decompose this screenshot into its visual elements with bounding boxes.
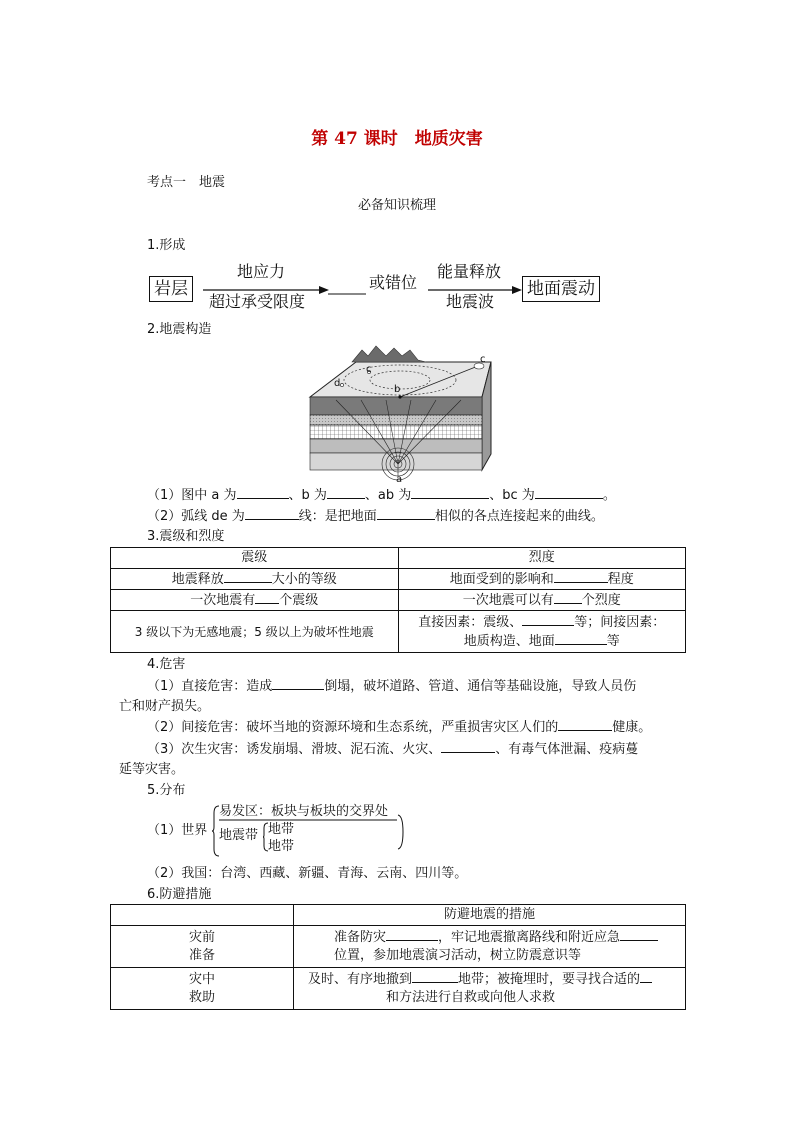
mountains-icon (352, 346, 426, 362)
earthquake-structure-diagram (306, 342, 494, 484)
blank-energy (224, 570, 272, 583)
flow-arrow1-top: 地应力 (237, 262, 286, 281)
page-title: 第 47 课时 地质灾害 (311, 129, 483, 149)
layer-2 (310, 415, 482, 425)
label-a: a (396, 474, 403, 485)
row1-l2: 位置，参加地震演习活动，树立防震意识等 (334, 948, 582, 963)
brace-right-icon (397, 814, 405, 850)
blank-de (245, 507, 299, 520)
blank-tsunami (441, 740, 495, 753)
row1-label-l2: 准备 (188, 947, 215, 963)
hazard-1-cont: 亡和财产损失。 (119, 699, 211, 714)
mag-row1 (111, 569, 399, 590)
hazard-1b: 倒塌，破坏道路、管道、通信等基础设施，导致人员伤 (324, 679, 637, 694)
mag-r2-b: 个震级 (279, 592, 319, 608)
row2-l2: 和方法进行自救或向他人求救 (386, 990, 556, 1005)
mag-row2 (111, 590, 399, 611)
blank-time (640, 970, 652, 983)
q1-text-4: 、bc 为 (489, 488, 535, 503)
blank-supplies (386, 928, 438, 941)
flow-blank-line (328, 292, 366, 296)
row1-label-l1: 灾前 (188, 929, 215, 945)
label-c-top: c (480, 354, 486, 365)
distribution-heading: 5.分布 (147, 783, 186, 798)
section-heading: 考点一 地震 (147, 175, 226, 190)
blank-many (554, 591, 582, 604)
point-b (398, 395, 401, 398)
label-c-mid: c (366, 364, 372, 375)
layer-3 (310, 425, 482, 439)
point-d (340, 383, 343, 386)
blank-buildings (555, 632, 607, 645)
prone-area: 易发区：板块与板块的交界处 (219, 804, 389, 819)
hazard-3-cont: 延等灾害。 (119, 762, 185, 777)
hazard-heading: 4.危害 (147, 657, 186, 672)
row1-l1a: 准备防灾 (334, 930, 387, 945)
int-r3-l1b: 等；间接因素： (574, 614, 666, 630)
col-magnitude: 震级 (111, 548, 399, 569)
hazard-3 (147, 740, 638, 760)
hazard-2 (147, 718, 651, 738)
prevention-table (110, 904, 686, 1010)
magnitude-heading: 3.震级和烈度 (147, 529, 225, 544)
flow-middle: 或错位 (369, 273, 418, 292)
prevention-col-measures: 防避地震的措施 (294, 905, 686, 926)
flow-arrow1-icon (203, 284, 329, 296)
blank-open (412, 970, 458, 983)
label-d: d (334, 378, 341, 389)
structure-q2 (147, 507, 604, 527)
label-b: b (394, 384, 401, 395)
int-r3-l2b: 等 (606, 633, 620, 649)
flow-box-ground-shaking: 地面震动 (522, 276, 600, 302)
hazard-1a: （1）直接危害：造成 (147, 679, 273, 694)
int-r3-l2a: 地质构造、地面 (463, 633, 555, 649)
layer-4 (310, 439, 482, 453)
blank-bc (535, 486, 603, 499)
flow-arrow1-bottom: 超过承受限度 (209, 292, 306, 311)
structure-q1 (147, 486, 616, 506)
structure-heading: 2.地震构造 (147, 322, 212, 337)
hazard-2a: （2）间接危害：破坏当地的资源环境和生态系统，严重损害灾区人们的 (147, 720, 559, 735)
mag-r1-a: 地震释放 (171, 571, 224, 587)
blank-b (327, 486, 365, 499)
q1-text-5: 。 (602, 488, 616, 503)
row1-l1b: ，牢记地震撤离路线和附近应急 (438, 930, 621, 945)
belt-2-label: 地带 (268, 839, 295, 854)
formation-heading: 1.形成 (147, 238, 186, 253)
magnitude-table (110, 547, 686, 653)
hazard-3b: 、有毒气体泄漏、疫病蔓 (495, 742, 639, 757)
prevention-heading: 6.防避措施 (147, 887, 212, 902)
prevention-row2-label (111, 968, 294, 1010)
distribution-world: （1）世界 (147, 823, 208, 838)
row2-l1a: 及时、有序地撤到 (308, 972, 413, 987)
prevention-corner (111, 905, 294, 926)
col-intensity: 烈度 (398, 548, 686, 569)
hazard-3a: （3）次生灾害：诱发崩塌、滑坡、泥石流、火灾、 (147, 742, 442, 757)
row2-label-l1: 灾中 (188, 971, 215, 987)
flow-box-rock: 岩层 (149, 276, 193, 302)
int-r2-a: 一次地震可以有 (462, 592, 554, 608)
mag-row3: 3 级以下为无感地震；5 级以上为破坏性地震 (111, 611, 399, 653)
blank-one (255, 591, 279, 604)
prevention-row1 (294, 926, 686, 968)
q2-text-2: 线：是把地面 (298, 509, 377, 524)
int-r3-l1a: 直接因素：震级、 (418, 614, 523, 630)
mag-r1-b: 大小的等级 (271, 571, 337, 587)
mag-r2-a: 一次地震有 (190, 592, 256, 608)
q1-text-2: 、b 为 (288, 488, 327, 503)
prevention-row2 (294, 968, 686, 1010)
flow-arrow2-icon (428, 284, 522, 296)
blank-damage (554, 570, 608, 583)
hazard-2b: 健康。 (612, 720, 652, 735)
subheading: 必备知识梳理 (357, 198, 436, 213)
blank-mental (558, 718, 612, 731)
blank-depth (522, 613, 574, 626)
hazard-1 (147, 677, 636, 697)
seismic-belt: 地震带 (219, 828, 259, 843)
layer-1 (310, 397, 482, 415)
q2-text-1: （2）弧线 de 为 (147, 509, 245, 524)
q2-text-3: 相似的各点连接起来的曲线。 (434, 509, 604, 524)
int-r1-b: 程度 (607, 571, 634, 587)
q1-text-3: 、ab 为 (364, 488, 412, 503)
blank-similar (377, 507, 435, 520)
prevention-row1-label (111, 926, 294, 968)
distribution-china: （2）我国：台湾、西藏、新疆、青海、云南、四川等。 (147, 866, 468, 881)
flow-arrow2-bottom: 地震波 (446, 292, 495, 311)
row2-label-l2: 救助 (188, 989, 215, 1005)
blank-a (237, 486, 289, 499)
belt-1-label: 地带 (268, 822, 295, 837)
belt-2 (268, 837, 294, 855)
blank-shelter (620, 928, 658, 941)
int-row2 (398, 590, 686, 611)
q1-text-1: （1）图中 a 为 (147, 488, 237, 503)
int-row1 (398, 569, 686, 590)
blank-houses (272, 677, 324, 690)
flow-arrow2-top: 能量释放 (437, 262, 502, 281)
int-row3 (398, 611, 686, 653)
int-r2-b: 个烈度 (581, 592, 621, 608)
prone-underline (219, 819, 397, 821)
int-r1-a: 地面受到的影响和 (449, 571, 554, 587)
belt-1 (268, 820, 294, 838)
blank-ab (411, 486, 489, 499)
row2-l1b: 地带；被掩埋时，要寻找合适的 (458, 972, 641, 987)
